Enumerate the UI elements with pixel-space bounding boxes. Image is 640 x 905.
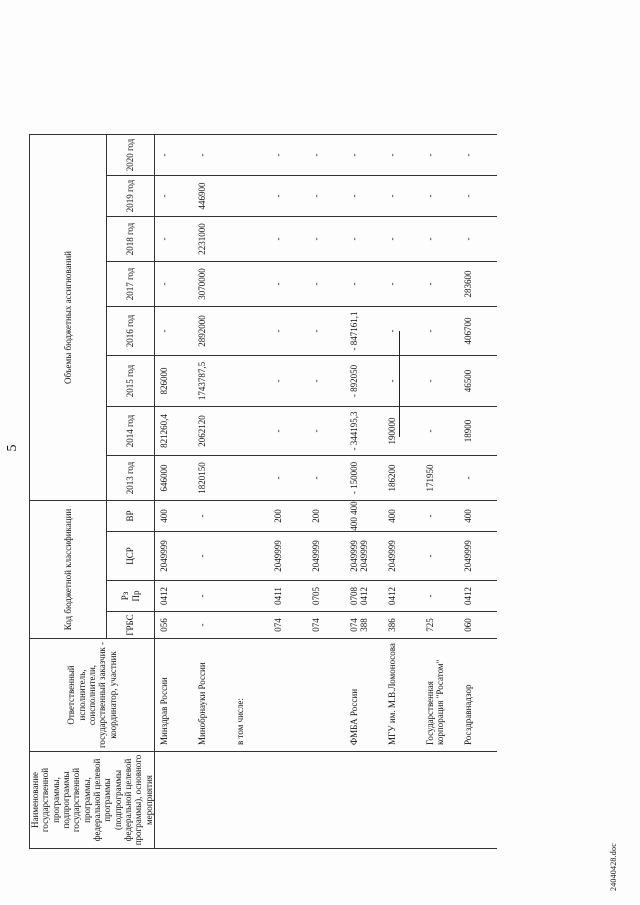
table-row [459, 135, 497, 849]
col-header-year-2014: 2014 год [107, 407, 155, 456]
cell-rzpr: - [193, 581, 231, 612]
table-row [193, 135, 231, 849]
col-header-executor: Ответственный исполнитель, соисполнители, государственный заказчик - координатор, участник [30, 639, 155, 752]
cell-2018: - [383, 217, 421, 262]
cell-rzpr: 0412 [383, 581, 421, 612]
cell-2017: - [307, 262, 345, 307]
table-row [383, 135, 421, 849]
cell-executor: МГУ им. М.В.Ломоносова [383, 639, 421, 752]
cell-grbs: 056 [155, 612, 194, 639]
cell-2015: - [421, 356, 459, 407]
cell-grbs: 074 [269, 612, 307, 639]
cell-2015: 1743787,5 [193, 356, 231, 407]
cell-name [231, 752, 269, 849]
table-row [307, 135, 345, 849]
cell-2015 [231, 356, 269, 407]
cell-2020: - [345, 135, 383, 176]
cell-2019: - [459, 176, 497, 217]
cell-2019: 446900 [193, 176, 231, 217]
cell-grbs: - [193, 612, 231, 639]
cell-grbs [231, 612, 269, 639]
cell-2018: - [459, 217, 497, 262]
cell-grbs: 725 [421, 612, 459, 639]
cell-csr: - [193, 532, 231, 581]
cell-2014: 190000 [383, 407, 421, 456]
cell-vr: 200 [269, 501, 307, 532]
cell-csr: 2049999 [155, 532, 194, 581]
cell-name [307, 752, 345, 849]
cell-csr: 2049999 [383, 532, 421, 581]
cell-2019: - [383, 176, 421, 217]
cell-2014: - [269, 407, 307, 456]
cell-executor [269, 639, 307, 752]
col-header-year-2018: 2018 год [107, 217, 155, 262]
cell-2020: - [269, 135, 307, 176]
table-row [345, 135, 383, 849]
cell-2020: - [459, 135, 497, 176]
cell-2016: - [307, 307, 345, 356]
cell-csr: - [421, 532, 459, 581]
cell-csr: 2049999 [307, 532, 345, 581]
cell-2016: - [155, 307, 194, 356]
cell-2013: - [269, 456, 307, 501]
cell-executor: Минобрнауки России [193, 639, 231, 752]
cell-2017: - [383, 262, 421, 307]
cell-vr: - [421, 501, 459, 532]
cell-grbs: 060 [459, 612, 497, 639]
cell-rzpr: 0411 [269, 581, 307, 612]
cell-2015: 46500 [459, 356, 497, 407]
cell-executor: в том числе: [231, 639, 269, 752]
cell-rzpr: 0708 0412 [345, 581, 383, 612]
cell-2019: - [345, 176, 383, 217]
cell-2019: - [307, 176, 345, 217]
cell-2013: 171950 [421, 456, 459, 501]
cell-2016: - [383, 307, 421, 356]
cell-2014: - 344195,3 [345, 407, 383, 456]
page-number: 5 [5, 444, 20, 452]
cell-2014: 2062120 [193, 407, 231, 456]
cell-2018: - [155, 217, 194, 262]
cell-2016: 406700 [459, 307, 497, 356]
cell-2017: - [345, 262, 383, 307]
cell-2020 [231, 135, 269, 176]
cell-2018: - [345, 217, 383, 262]
table-row [155, 135, 194, 849]
col-header-code-group: Код бюджетной классификации [30, 501, 107, 639]
cell-2015: - [307, 356, 345, 407]
cell-vr: - [193, 501, 231, 532]
divider-line [399, 331, 400, 437]
cell-2013: 646000 [155, 456, 194, 501]
cell-vr: 400 [459, 501, 497, 532]
cell-vr: 200 [307, 501, 345, 532]
cell-2014: - [421, 407, 459, 456]
cell-2020: - [383, 135, 421, 176]
col-header-rzpr: Рз Пр [107, 581, 155, 612]
cell-2013 [231, 456, 269, 501]
cell-2020: - [307, 135, 345, 176]
col-header-year-2019: 2019 год [107, 176, 155, 217]
cell-2020: - [155, 135, 194, 176]
col-header-year-2013: 2013 год [107, 456, 155, 501]
cell-2020: - [421, 135, 459, 176]
cell-2017: - [155, 262, 194, 307]
cell-2017 [231, 262, 269, 307]
cell-executor: Росздравнадзор [459, 639, 497, 752]
cell-2019 [231, 176, 269, 217]
cell-2016: - [269, 307, 307, 356]
cell-2013: - 150000 [345, 456, 383, 501]
cell-2013: - [307, 456, 345, 501]
cell-2017: 3070000 [193, 262, 231, 307]
cell-2014: 821260,4 [155, 407, 194, 456]
document-code: 24040428.doc [609, 843, 618, 891]
cell-executor: Минздрав России [155, 639, 194, 752]
cell-2018: 2231000 [193, 217, 231, 262]
cell-rzpr: 0705 [307, 581, 345, 612]
col-header-year-2017: 2017 год [107, 262, 155, 307]
cell-2020: - [193, 135, 231, 176]
cell-name [193, 752, 231, 849]
col-header-name: Наименование государственной программы, подпрограммы государственной программы, федеральной целевой программы (подпрограммы федеральной целевой программы), основного мероприятия [30, 752, 155, 849]
cell-2014: 18900 [459, 407, 497, 456]
col-header-csr: ЦСР [107, 532, 155, 581]
cell-csr: 2049999 [459, 532, 497, 581]
cell-2019: - [269, 176, 307, 217]
cell-vr: 400 [383, 501, 421, 532]
cell-2019: - [155, 176, 194, 217]
cell-rzpr [231, 581, 269, 612]
col-header-year-2020: 2020 год [107, 135, 155, 176]
cell-2015: - [269, 356, 307, 407]
cell-name [155, 752, 194, 849]
col-header-vr: ВР [107, 501, 155, 532]
cell-vr [231, 501, 269, 532]
cell-executor: ФМБА России [345, 639, 383, 752]
cell-2017: - [269, 262, 307, 307]
cell-grbs: 074 [307, 612, 345, 639]
table-row [421, 135, 459, 849]
cell-2015: - [383, 356, 421, 407]
col-header-grbs: ГРБС [107, 612, 155, 639]
cell-name [269, 752, 307, 849]
cell-csr: 2049999 2049999 [345, 532, 383, 581]
table-row [231, 135, 269, 849]
cell-vr: 400 [155, 501, 194, 532]
cell-2016: 2892000 [193, 307, 231, 356]
cell-2017: - [421, 262, 459, 307]
cell-vr: 400 400 [345, 501, 383, 532]
cell-2016 [231, 307, 269, 356]
cell-2014 [231, 407, 269, 456]
cell-name [459, 752, 497, 849]
cell-rzpr: 0412 [155, 581, 194, 612]
cell-executor [307, 639, 345, 752]
cell-2017: 283600 [459, 262, 497, 307]
cell-grbs: 074 388 [345, 612, 383, 639]
cell-2013: 186200 [383, 456, 421, 501]
cell-2014: - [307, 407, 345, 456]
cell-2018 [231, 217, 269, 262]
cell-grbs: 386 [383, 612, 421, 639]
cell-rzpr: - [421, 581, 459, 612]
cell-2016: - 847161,1 [345, 307, 383, 356]
table-row [269, 135, 307, 849]
col-header-year-2016: 2016 год [107, 307, 155, 356]
cell-2019: - [421, 176, 459, 217]
cell-2013: - [459, 456, 497, 501]
cell-2013: 1820150 [193, 456, 231, 501]
cell-2018: - [307, 217, 345, 262]
cell-2015: - 892050 [345, 356, 383, 407]
cell-2015: 826000 [155, 356, 194, 407]
cell-2018: - [269, 217, 307, 262]
cell-name [421, 752, 459, 849]
cell-csr [231, 532, 269, 581]
budget-table [29, 134, 497, 849]
col-header-volumes-group: Объемы бюджетных ассигнований [30, 135, 107, 501]
cell-2016: - [421, 307, 459, 356]
cell-executor: Государственная корпорация "Росатом" [421, 639, 459, 752]
cell-name [383, 752, 421, 849]
cell-csr: 2049999 [269, 532, 307, 581]
cell-2018: - [421, 217, 459, 262]
cell-rzpr: 0412 [459, 581, 497, 612]
cell-name [345, 752, 383, 849]
col-header-year-2015: 2015 год [107, 356, 155, 407]
